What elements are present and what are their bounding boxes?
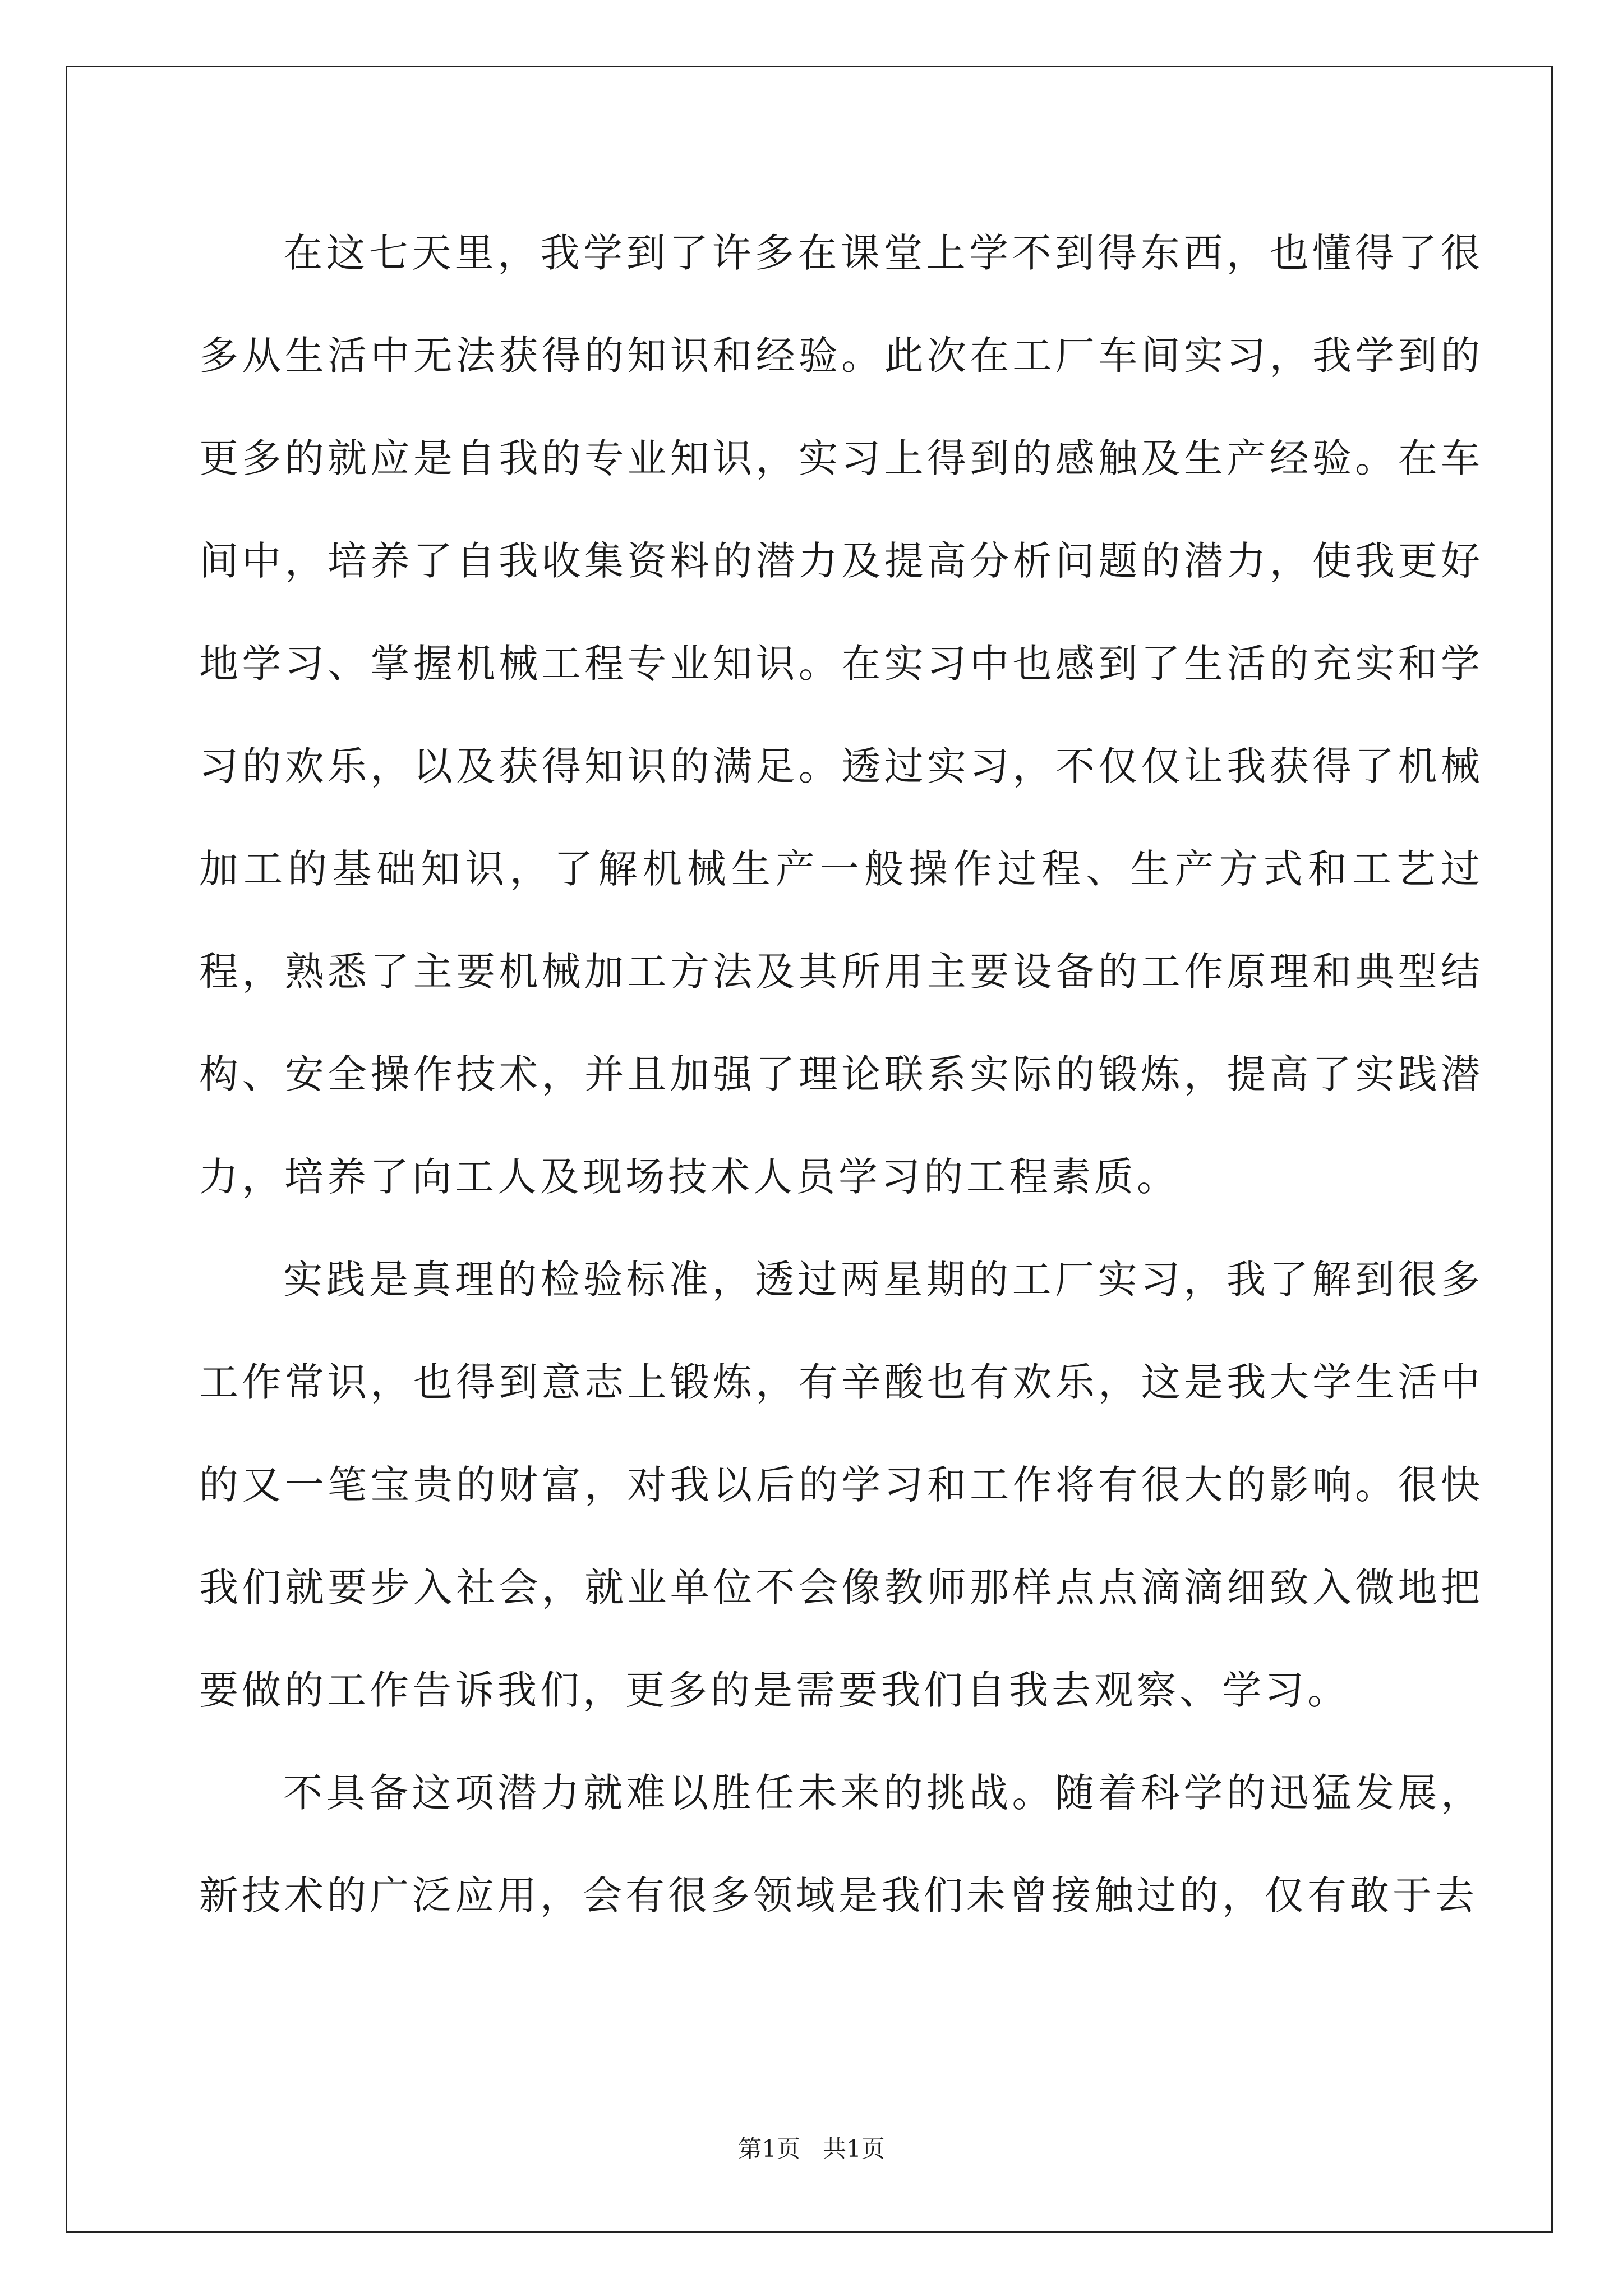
- page-footer: 第1页 共1页: [738, 2135, 885, 2162]
- paragraph-3: 不具备这项潜力就难以胜任未来的挑战。随着科学的迅猛发展，新技术的广泛应用，会有很多领域是我们未曾接触过的，仅有敢于去: [199, 1770, 1483, 1918]
- paragraph-2: 实践是真理的检验标准，透过两星期的工厂实习，我了解到很多工作常识，也得到意志上锻炼，有辛酸也有欢乐，这是我大学生活中的又一笔宝贵的财富，对我以后的学习和工作将有很大的影响。很快我们就要步入社会，就业单位不会像教师那样点点滴滴细致入微地把要做的工作告诉我们，更多的是需要我们自我去观察、学习。: [199, 1257, 1483, 1713]
- paragraph-1: 在这七天里，我学到了许多在课堂上学不到得东西，也懂得了很多从生活中无法获得的知识和经验。此次在工厂车间实习，我学到的更多的就应是自我的专业知识，实习上得到的感触及生产经验。在车间中，培养了自我收集资料的潜力及提高分析问题的潜力，使我更好地学习、掌握机械工程专业知识。在实习中也感到了生活的充实和学习的欢乐，以及获得知识的满足。透过实习，不仅仅让我获得了机械加工的基础知识，了解机械生产一般操作过程、生产方式和工艺过程，熟悉了主要机械加工方法及其所用主要设备的工作原理和典型结构、安全操作技术，并且加强了理论联系实际的锻炼，提高了实践潜力，培养了向工人及现场技术人员学习的工程素质。: [199, 230, 1483, 1200]
- document-body: [199, 202, 1483, 1947]
